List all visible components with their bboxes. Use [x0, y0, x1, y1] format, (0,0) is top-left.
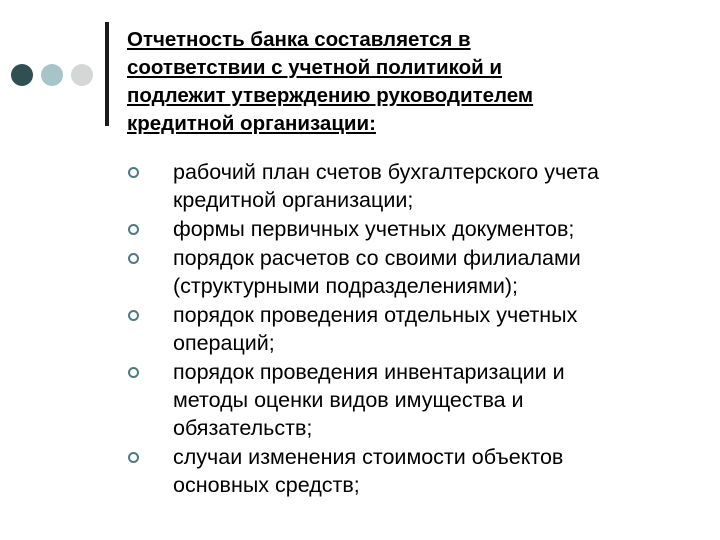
circle-bullet-icon: [128, 253, 139, 264]
decorative-dot-light: [41, 64, 63, 86]
bullet-text: порядок расчетов со своими филиалами: [173, 246, 581, 270]
bullet-text: порядок проведения инвентаризации и: [173, 360, 565, 384]
circle-bullet-icon: [128, 367, 139, 378]
circle-bullet-icon: [128, 452, 139, 463]
bullet-text: операций;: [173, 331, 275, 355]
bullet-text: основных средств;: [173, 473, 360, 497]
vertical-divider: [105, 22, 109, 126]
bullet-item: [127, 443, 687, 499]
bullet-text: рабочий план счетов бухгалтерского учета: [173, 160, 599, 184]
bullet-item: [127, 215, 687, 243]
bullet-item: [127, 301, 687, 357]
circle-bullet-icon: [128, 310, 139, 321]
bullet-text: кредитной организации;: [173, 188, 414, 212]
bullet-item: [127, 244, 687, 300]
decorative-dot-dark: [11, 64, 33, 86]
bullet-text: обязательств;: [173, 416, 313, 440]
decorative-dot-gray: [71, 64, 93, 86]
slide-title: [127, 26, 687, 138]
circle-bullet-icon: [128, 224, 139, 235]
bullet-item: [127, 358, 687, 442]
title-line: соответствии с учетной политикой и: [127, 56, 502, 79]
title-line: кредитной организации:: [127, 112, 376, 135]
circle-bullet-icon: [128, 167, 139, 178]
bullet-text: порядок проведения отдельных учетных: [173, 303, 578, 327]
bullet-text: случаи изменения стоимости объектов: [173, 445, 564, 469]
bullet-list: [127, 158, 687, 500]
title-line: Отчетность банка составляется в: [127, 28, 471, 51]
title-line: подлежит утверждению руководителем: [127, 84, 534, 107]
bullet-text: методы оценки видов имущества и: [173, 388, 524, 412]
bullet-text: (структурными подразделениями);: [173, 274, 518, 298]
bullet-text: формы первичных учетных документов;: [173, 217, 575, 241]
bullet-item: [127, 158, 687, 214]
